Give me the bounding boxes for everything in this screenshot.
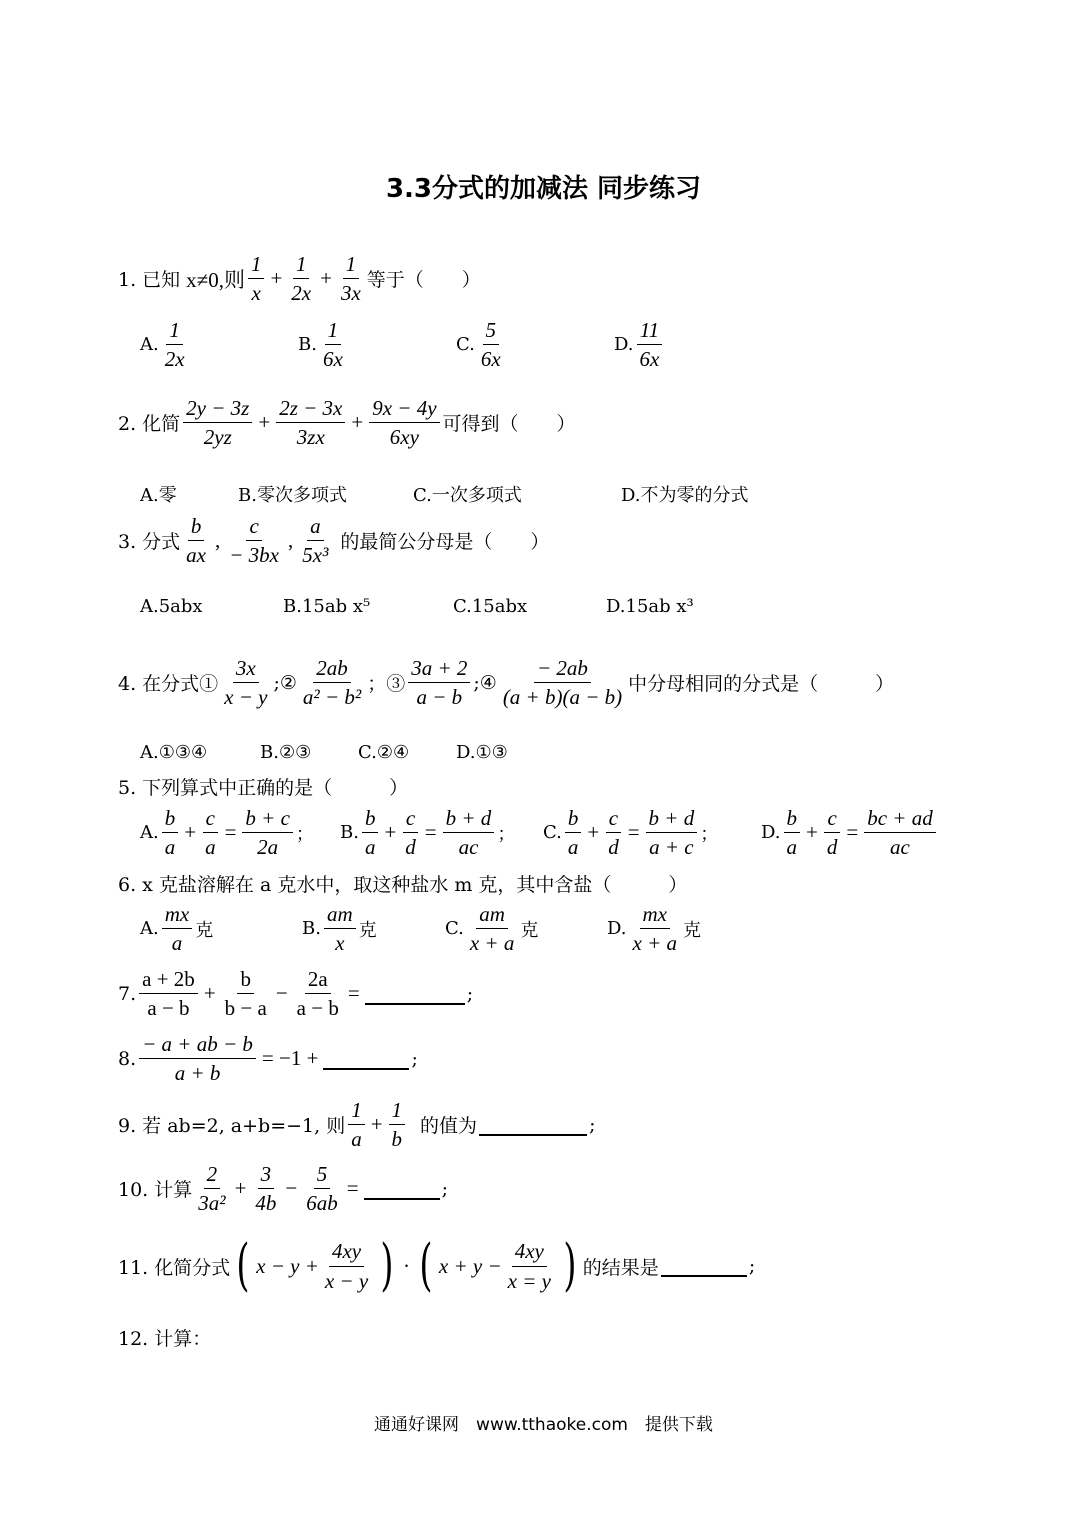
q4-mark-4: ;④ <box>473 671 497 694</box>
q1-option-c[interactable]: C. $\frac{5}{6x}$ <box>456 318 501 372</box>
q11-left-frac: $\frac{4xy}{x - y}$ <box>324 1239 369 1293</box>
q3-option-a[interactable]: A.5abx <box>140 596 203 617</box>
q11-left-paren-close: ) <box>380 1233 394 1298</box>
q3-frac-1: $\frac{b}{ax}$ <box>186 514 206 568</box>
question-9: 9. 若 ab=2, a+b=−1, 则 $\frac{1}{a}$ + $\frac{1}{b}$ 的值为 ; <box>118 1098 596 1152</box>
q10-frac-1: $\frac{2}{\text{3a²}}$ <box>198 1162 226 1216</box>
q10-answer-blank[interactable] <box>364 1178 440 1200</box>
q11-suffix: 的结果是 <box>582 1256 659 1279</box>
q4-frac-1: $\frac{3x}{x - y}$ <box>224 656 268 710</box>
question-5 <box>118 773 408 800</box>
q11-right-frac: $\frac{4xy}{x = y}$ <box>507 1239 551 1293</box>
question-4 <box>118 656 894 709</box>
q7-frac-1: $\frac{a + 2b}{a - b}$ <box>139 967 198 1020</box>
q7-frac-2: $\frac{b}{b - a}$ <box>224 967 267 1021</box>
q4-option-a[interactable]: A.①③④ <box>140 742 208 763</box>
q5-option-b[interactable]: B. $\frac{b}{a}$ + $\frac{c}{d}$ = $\frac{b + d}{ac}$ ； <box>340 806 516 860</box>
q12-text: 12. 计算： <box>118 1328 212 1350</box>
q1-frac-3: $\frac{1}{3x}$ <box>340 252 361 306</box>
question-12 <box>118 1324 211 1351</box>
q2-frac-3: $\frac{9x - 4y}{6xy}$ <box>369 396 439 449</box>
q9-end: ; <box>589 1113 596 1136</box>
q1-suffix: 等于（ ） <box>366 269 481 292</box>
q2-option-d[interactable]: D.不为零的分式 <box>621 485 749 506</box>
question-1: 1. 已知 x≠0,则 $\frac{1}{x}$ + $\frac{1}{2x}$ + $\frac{1}{3x}$ 等于（ ） <box>118 252 481 306</box>
q3-prefix: 3. 分式 <box>118 531 181 554</box>
q11-left-paren-open: ( <box>236 1233 250 1298</box>
q3-option-c[interactable]: C.15abx <box>453 596 528 617</box>
question-6 <box>118 870 687 897</box>
question-10: 10. 计算 $\frac{2}{\text{3a²}}$ + $\frac{3}{4b}$ − $\frac{5}{6ab}$ = ; <box>118 1162 448 1216</box>
q9-frac-2: $\frac{1}{b}$ <box>389 1098 406 1151</box>
q4-frac-3: $\frac{3a + 2}{a - b}$ <box>408 656 470 709</box>
q9-prefix: 9. 若 ab=2, a+b=−1, 则 <box>118 1115 346 1138</box>
q11-end: ; <box>748 1255 756 1277</box>
q9-frac-1: $\frac{1}{a}$ <box>348 1098 365 1151</box>
q6-text: 6. x 克盐溶解在 a 克水中，取这种盐水 m 克，其中含盐（ ） <box>118 874 688 896</box>
q9-answer-blank[interactable] <box>479 1114 587 1136</box>
question-2: 2. 化简 $\frac{2y - 3z}{2yz}$ + $\frac{2z - 3x}{3zx}$ + $\frac{9x - 4y}{6xy}$ 可得到（ ） <box>118 396 576 450</box>
question-6-options <box>140 902 701 955</box>
q11-left-pre: x − y + <box>256 1253 319 1278</box>
question-1-options <box>140 318 772 371</box>
q1-condition: x≠0,则 <box>186 267 245 292</box>
q8-end: ; <box>411 1047 418 1070</box>
q6-option-b[interactable]: B. $\frac{am}{x}$ 克 <box>302 902 377 956</box>
q10-frac-2: $\frac{3}{4b}$ <box>255 1162 277 1216</box>
q1-frac-1: $\frac{1}{x}$ <box>248 252 265 305</box>
q6-option-c[interactable]: C. $\frac{am}{x + a}$ 克 <box>445 902 539 956</box>
q8-prefix: 8. <box>118 1047 137 1070</box>
q1-option-d[interactable]: D. $\frac{11}{6x}$ <box>614 318 772 371</box>
question-5-options <box>140 806 939 859</box>
q4-suffix: 中分母相同的分式是（ ） <box>628 673 895 696</box>
q4-prefix: 4. 在分式① <box>118 673 219 696</box>
q4-frac-2: $\frac{2ab}{\text{a² − b²}}$ <box>302 656 362 710</box>
page-title: 3.3分式的加减法 同步练习 <box>385 174 702 204</box>
q2-option-b[interactable]: B.零次多项式 <box>238 485 347 506</box>
q11-prefix: 11. 化简分式 <box>118 1256 231 1279</box>
q2-option-a[interactable]: A.零 <box>140 485 177 506</box>
q1-frac-2: $\frac{1}{2x}$ <box>291 252 312 306</box>
q4-option-c[interactable]: C.②④ <box>358 742 410 763</box>
q5-option-d[interactable]: D. $\frac{b}{a}$ + $\frac{c}{d}$ = $\frac{bc + ad}{ac}$ <box>761 806 939 859</box>
q3-option-b[interactable]: B.15ab x⁵ <box>283 596 371 617</box>
q10-end: ; <box>441 1177 448 1200</box>
q11-answer-blank[interactable] <box>661 1255 747 1277</box>
q2-prefix: 2. 化简 <box>118 413 181 436</box>
q4-mark-2: ;② <box>273 671 297 694</box>
q4-frac-4: $\frac{- 2ab}{(a + b)(a - b)}$ <box>502 656 623 710</box>
q8-mid: = −1 + <box>261 1046 319 1071</box>
q7-prefix: 7. <box>118 982 137 1005</box>
q8-frac: $\frac{- a + ab - b}{a + b}$ <box>139 1032 256 1085</box>
q11-right-paren-close: ) <box>563 1233 577 1298</box>
q4-option-d[interactable]: D.①③ <box>456 742 508 763</box>
question-2-options <box>140 481 749 507</box>
q5-text: 5. 下列算式中正确的是（ ） <box>118 777 409 799</box>
q3-suffix: 的最简公分母是（ ） <box>340 531 550 554</box>
q2-frac-1: $\frac{2y - 3z}{2yz}$ <box>183 396 252 449</box>
q1-option-b[interactable]: B. $\frac{1}{6x}$ <box>298 318 343 372</box>
question-3: 3. 分式 $\frac{b}{ax}$ , $\frac{c}{- 3bx}$ , $\frac{a}{\text{5x³}}$ 的最简公分母是（ ） <box>118 514 550 568</box>
q5-option-a[interactable]: A. $\frac{b}{a}$ + $\frac{c}{a}$ = $\frac{b + c}{2a}$ ； <box>140 806 314 860</box>
q11-right-pre: x + y − <box>438 1253 502 1278</box>
q8-answer-blank[interactable] <box>323 1048 409 1070</box>
q2-frac-2: $\frac{2z - 3x}{3zx}$ <box>276 396 345 449</box>
q11-right-paren-open: ( <box>419 1233 433 1298</box>
question-11: 11. 化简分式 ( x − y + $\frac{4xy}{x - y}$ ) · ( x + y − $\frac{4xy}{x = y}$ ) 的结果是 ; <box>118 1233 756 1298</box>
q4-mark-3: ；③ <box>367 673 406 696</box>
q2-suffix: 可得到（ ） <box>442 413 576 436</box>
question-8 <box>118 1032 418 1085</box>
q2-option-c[interactable]: C.一次多项式 <box>413 485 522 506</box>
q3-frac-3: $\frac{a}{\text{5x³}}$ <box>302 514 329 568</box>
q5-option-c[interactable]: C. $\frac{b}{a}$ + $\frac{c}{d}$ = $\frac{b + d}{a + c}$ ； <box>543 806 719 860</box>
q6-option-d[interactable]: D. $\frac{mx}{x + a}$ 克 <box>607 902 702 956</box>
q10-prefix: 10. 计算 <box>118 1179 193 1202</box>
q7-frac-3: $\frac{2a}{a - b}$ <box>296 967 339 1021</box>
q7-end: ; <box>466 982 474 1005</box>
question-7: 7. $\frac{a + 2b}{a - b}$ + $\frac{b}{b - a}$ − $\frac{2a}{a - b}$ = ; <box>118 967 474 1021</box>
q1-prefix: 1. 已知 <box>118 269 181 292</box>
q3-option-d[interactable]: D.15ab x³ <box>606 596 694 617</box>
footer-source: 通通好课网 www.tthaoke.com 提供下载 <box>374 1415 713 1435</box>
q7-answer-blank[interactable] <box>365 983 465 1005</box>
q1-option-a[interactable]: A. $\frac{1}{2x}$ <box>140 318 185 372</box>
q4-option-b[interactable]: B.②③ <box>260 742 312 763</box>
question-3-options <box>140 596 694 617</box>
q9-suffix: 的值为 <box>420 1115 478 1138</box>
q10-frac-3: $\frac{5}{6ab}$ <box>306 1162 338 1216</box>
q3-frac-2: $\frac{c}{- 3bx}$ <box>229 514 279 568</box>
q6-option-a[interactable]: A. $\frac{mx}{a}$ 克 <box>140 902 214 956</box>
question-4-options <box>140 742 508 763</box>
